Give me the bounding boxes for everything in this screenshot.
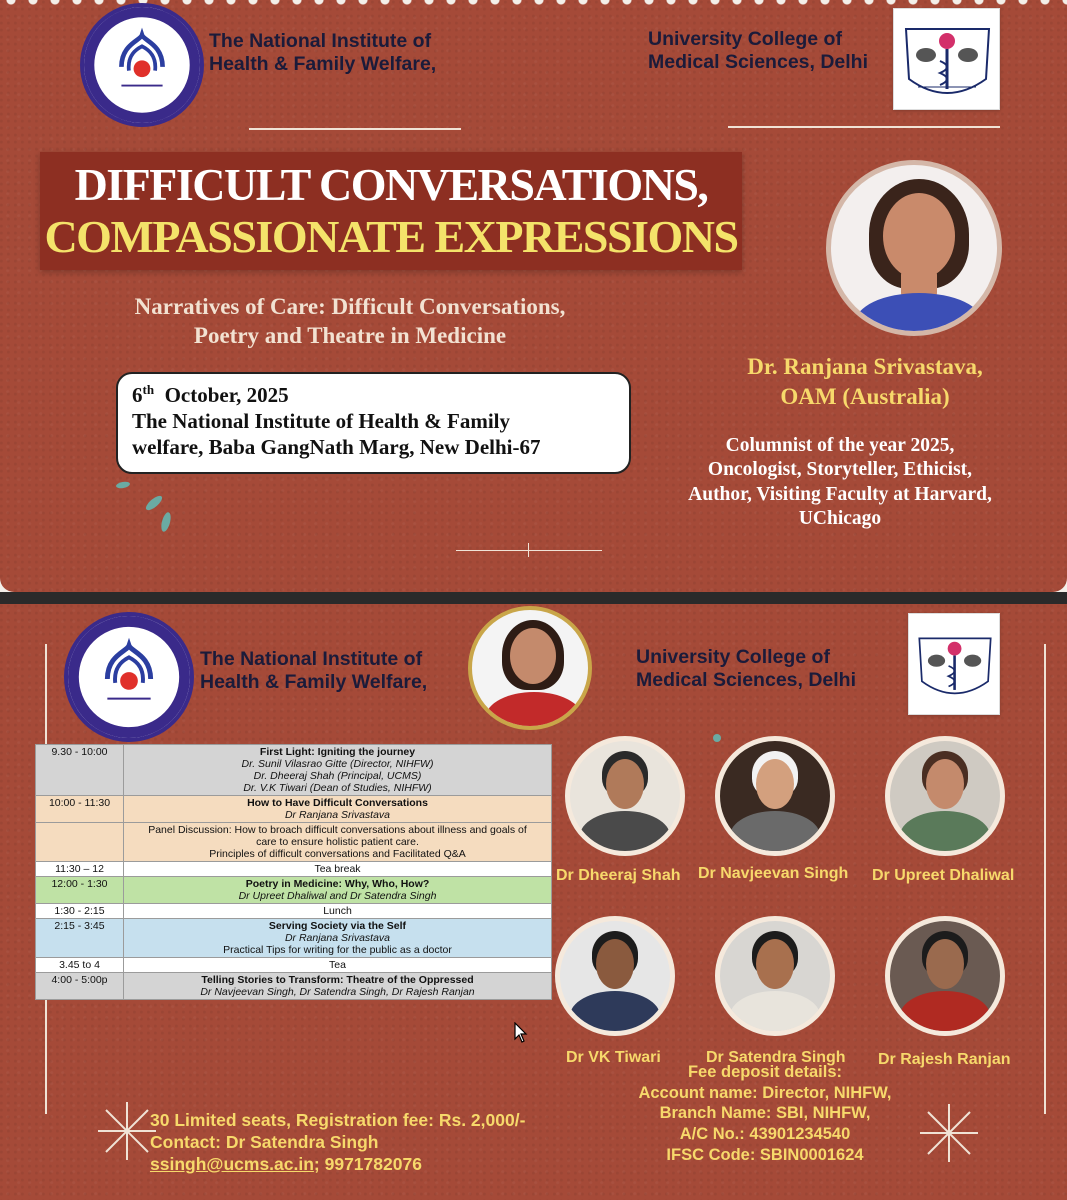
- session-speaker: Dr Navjeevan Singh, Dr Satendra Singh, Dr Rajesh Ranjan: [200, 986, 475, 998]
- university-name-line1: University College of: [636, 646, 830, 668]
- divider-line: [456, 550, 602, 551]
- subtitle-line2: Poetry and Theatre in Medicine: [193, 322, 507, 348]
- stamp-edge-top: [0, 0, 1067, 5]
- schedule-row: [36, 745, 552, 796]
- speaker-photo: [565, 736, 685, 856]
- frame-line-right: [1044, 644, 1046, 1114]
- date-venue-box: [116, 372, 631, 474]
- ucms-emblem-icon: [893, 8, 1000, 110]
- nihfw-logo-icon: [64, 612, 194, 742]
- fee-details: [600, 1062, 930, 1165]
- institute-name-line2: Health & Family Welfare,: [200, 671, 428, 693]
- title-line1: DIFFICULT CONVERSATIONS,: [74, 159, 708, 210]
- schedule-row: [36, 973, 552, 1000]
- schedule-row: [36, 823, 552, 862]
- institute-name-line1: The National Institute of: [200, 648, 423, 670]
- sparkle-icon: [96, 1100, 158, 1162]
- session-speaker: Dr Ranjana Srivastava: [284, 809, 391, 821]
- speaker-name: Dr Satendra Singh: [706, 1049, 846, 1066]
- schedule-time: 4:00 - 5:00p: [36, 973, 124, 1000]
- ucms-emblem-icon: [908, 613, 1000, 715]
- panel-divider: [0, 592, 1067, 604]
- schedule-row: [36, 796, 552, 823]
- ranjana-srivastava-portrait: [826, 160, 1002, 336]
- leaf-icon: [144, 494, 164, 513]
- nihfw-logo-icon: [80, 3, 204, 127]
- seats-line: 30 Limited seats, Registration fee: Rs. 2,000/-: [150, 1110, 526, 1130]
- title-banner: [40, 152, 742, 270]
- speaker-name: Dr VK Tiwari: [566, 1049, 661, 1066]
- schedule-time: 9.30 - 10:00: [36, 745, 124, 796]
- session-detail: Tea break: [314, 863, 361, 875]
- contact-details: [150, 1154, 525, 1176]
- session-speaker: Dr Ranjana Srivastava: [284, 932, 391, 944]
- schedule-row: [36, 904, 552, 919]
- leaf-icon: [160, 511, 173, 532]
- schedule-time: 2:15 - 3:45: [36, 919, 124, 958]
- leaf-icon: [116, 481, 131, 489]
- ranjana-srivastava-portrait-small: [468, 606, 592, 730]
- schedule-time: 10:00 - 11:30: [36, 796, 124, 823]
- speaker-desc-line3: Author, Visiting Faculty at Harvard,: [688, 483, 992, 505]
- speaker-photo: [715, 736, 835, 856]
- session-detail: care to ensure holistic patient care.: [256, 836, 419, 848]
- contact-line: Contact: Dr Satendra Singh: [150, 1131, 379, 1152]
- university-name-line2: Medical Sciences, Delhi: [636, 669, 857, 691]
- session-title: Serving Society via the Self: [268, 920, 407, 932]
- divider-line-left: [249, 128, 461, 130]
- cursor-icon: [514, 1022, 528, 1044]
- schedule-event: [124, 973, 552, 1000]
- university-name-line2: Medical Sciences, Delhi: [648, 51, 869, 73]
- schedule-time: 3.45 to 4: [36, 958, 124, 973]
- event-date: 6th October, 2025: [132, 382, 289, 407]
- fee-account: Account name: Director, NIHFW,: [638, 1083, 892, 1102]
- session-speaker: Dr. Dheeraj Shah (Principal, UCMS): [253, 770, 422, 782]
- university-name: [648, 28, 868, 74]
- university-name: [636, 646, 856, 692]
- subtitle: [40, 293, 660, 351]
- session-speaker: Dr Upreet Dhaliwal and Dr Satendra Singh: [238, 890, 437, 902]
- speaker-desc-line1: Columnist of the year 2025,: [725, 435, 955, 456]
- schedule-event: [124, 823, 552, 862]
- fee-ifsc: IFSC Code: SBIN0001624: [666, 1145, 864, 1164]
- speaker-name: Dr Rajesh Ranjan: [878, 1051, 1011, 1068]
- session-title: How to Have Difficult Conversations: [247, 797, 428, 809]
- schedule-row: [36, 877, 552, 904]
- venue-line1: The National Institute of Health & Family: [132, 408, 510, 433]
- session-detail: Principles of difficult conversations and Facilitated Q&A: [209, 848, 466, 860]
- session-speaker: Dr. Sunil Vilasrao Gitte (Director, NIHFW): [241, 758, 434, 770]
- session-speaker: Dr. V.K Tiwari (Dean of Studies, NIHFW): [243, 782, 432, 794]
- schedule-event: [124, 904, 552, 919]
- schedule-table: [35, 744, 552, 1000]
- institute-name: [200, 648, 427, 694]
- session-detail: Lunch: [323, 905, 352, 917]
- schedule-time: 11:30 – 12: [36, 862, 124, 877]
- subtitle-line1: Narratives of Care: Difficult Conversations,: [134, 294, 566, 319]
- speaker-name: Dr Dheeraj Shah: [556, 867, 681, 884]
- fee-branch: Branch Name: SBI, NIHFW,: [659, 1104, 871, 1123]
- speaker-name: [700, 352, 1030, 412]
- divider-tick: [528, 543, 529, 557]
- schedule-event: [124, 877, 552, 904]
- session-title: Poetry in Medicine: Why, Who, How?: [245, 878, 430, 890]
- speaker-photo: [555, 916, 675, 1036]
- session-title: First Light: Igniting the journey: [259, 746, 416, 758]
- speaker-description: [640, 434, 1040, 532]
- session-detail: Panel Discussion: How to broach difficult conversations about illness and goals of: [148, 824, 527, 836]
- schedule-row: [36, 958, 552, 973]
- schedule-time: 1:30 - 2:15: [36, 904, 124, 919]
- contact-email-link[interactable]: ssingh@ucms.ac.in: [150, 1153, 314, 1174]
- schedule-event: [124, 958, 552, 973]
- session-detail: Tea: [329, 959, 346, 971]
- institute-name: [209, 30, 436, 76]
- title-line2: COMPASSIONATE EXPRESSIONS: [44, 211, 738, 262]
- session-detail: Practical Tips for writing for the public as a doctor: [223, 944, 452, 956]
- fee-title: Fee deposit details:: [687, 1063, 843, 1081]
- speaker-photo: [885, 916, 1005, 1036]
- schedule-event: [124, 745, 552, 796]
- divider-line-right: [728, 126, 1000, 128]
- fee-ac: A/C No.: 43901234540: [679, 1124, 851, 1143]
- schedule-event: [124, 862, 552, 877]
- speaker-name-line2: OAM (Australia): [780, 383, 950, 409]
- registration-info: [150, 1110, 525, 1176]
- speaker-photo: [885, 736, 1005, 856]
- speaker-desc-line2: Oncologist, Storyteller, Ethicist,: [707, 459, 973, 481]
- institute-name-line2: Health & Family Welfare,: [209, 53, 437, 75]
- top-flyer-panel: [0, 0, 1067, 592]
- schedule-time: [36, 823, 124, 862]
- session-title: Telling Stories to Transform: Theatre of the Oppressed: [201, 974, 474, 986]
- speaker-photo: [715, 916, 835, 1036]
- venue-line2: welfare, Baba GangNath Marg, New Delhi-67: [132, 434, 541, 459]
- institute-name-line1: The National Institute of: [209, 30, 432, 52]
- speaker-name: Dr Navjeevan Singh: [698, 865, 849, 882]
- schedule-row: [36, 919, 552, 958]
- schedule-time: 12:00 - 1:30: [36, 877, 124, 904]
- decor-dot: [713, 734, 721, 742]
- schedule-event: [124, 796, 552, 823]
- speaker-name: Dr Upreet Dhaliwal: [872, 867, 1015, 884]
- contact-phone: ; 9971782076: [313, 1153, 422, 1174]
- speaker-name-line1: Dr. Ranjana Srivastava,: [747, 354, 983, 379]
- university-name-line1: University College of: [648, 28, 842, 50]
- schedule-event: [124, 919, 552, 958]
- speaker-desc-line4: UChicago: [798, 508, 882, 530]
- schedule-row: [36, 862, 552, 877]
